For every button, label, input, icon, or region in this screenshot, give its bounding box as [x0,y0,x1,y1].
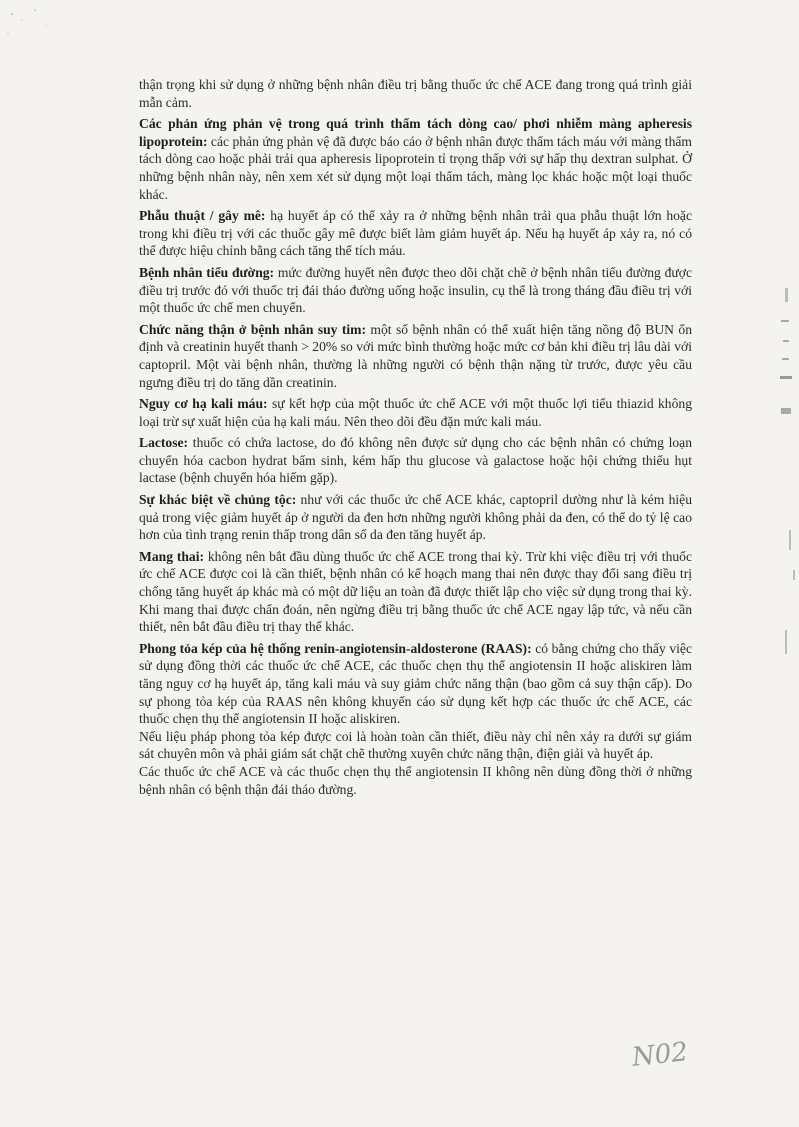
document-body [139,76,692,798]
paragraph-heading: Nguy cơ hạ kali máu: [139,396,268,412]
stamp-text: N02 [630,1037,690,1073]
paragraph-body: hạ huyết áp có thể xảy ra ở những bệnh nhân trải qua phẫu thuật lớn hoặc trong khi điều trị với các thuốc gây mê được biết làm giảm huyết áp. Nếu hạ huyết áp xảy ra, nó có thể được hiệu chỉnh bằng cách tăng thể tích máu. [139,208,692,259]
paragraph-body: mức đường huyết nên được theo dõi chặt chẽ ở bệnh nhân tiểu đường được điều trị trước đó với thuốc trị đái tháo đường uống hoặc insulin, cụ thể là trong tháng đầu điều trị với một thuốc ức chế men chuyển. [139,264,692,316]
paragraph-raas-nephropathy [139,763,692,798]
scan-specks [0,0,80,50]
paragraph-heading: Phẫu thuật / gây mê: [139,208,266,224]
paragraph-heading: Sự khác biệt về chủng tộc: [139,492,297,508]
paragraph-body: không nên bắt đầu dùng thuốc ức chế ACE trong thai kỳ. Trừ khi việc điều trị với thuốc ức chế ACE được coi là cần thiết, bệnh nhân có kế hoạch mang thai nên được thay đổi sang điều trị chống tăng huyết áp khác mà có một dữ liệu an toàn đã được thiết lập cho việc sử dụng trong thai kỳ. Khi mang thai được chẩn đoán, nên ngừng điều trị bằng thuốc ức chế ACE ngay lập tức, và nếu cần thiết, nên bắt đầu điều trị thay thế khác. [139,548,692,635]
paragraph-anaphylaxis [139,115,692,203]
paragraph-surgery [139,207,692,260]
paragraph-diabetes [139,264,692,317]
paragraph-raas-supervision [139,728,692,763]
paragraph-ethnic-differences [139,491,692,544]
paragraph-heading: Lactose: [139,435,189,451]
paragraph-raas-blockade [139,640,692,728]
paragraph-continuation [139,76,692,111]
handwritten-stamp [631,1037,690,1073]
paragraph-hypokalemia [139,395,692,430]
paragraph-heading: Bệnh nhân tiểu đường: [139,264,275,280]
paragraph-body: như với các thuốc ức chế ACE khác, captopril dường như là kém hiệu quả trong việc giảm huyết áp ở người da đen hơn những người không phải da đen, có thể do tỷ lệ cao hơn của tình trạng renin thấp trong dân số da đen tăng huyết áp. [139,492,692,543]
paragraph-pregnancy [139,548,692,636]
paragraph-body: Các thuốc ức chế ACE và các thuốc chẹn thụ thể angiotensin II không nên dùng đồng thời ở những bệnh nhân có bệnh thận đái tháo đường. [139,763,692,797]
paragraph-heading: Các phản ứng phản vệ trong quá trình thẩm tách dòng cao/ phơi nhiễm màng apheresis lipoprotein: [139,116,692,149]
paragraph-heading: Chức năng thận ở bệnh nhân suy tim: [139,321,367,337]
paragraph-renal-function [139,321,692,391]
scan-edge-artifacts [759,280,799,680]
paragraph-body: thuốc có chứa lactose, do đó không nên được sử dụng cho các bệnh nhân có chứng loạn chuyển hóa cacbon hydrat bẩm sinh, kém hấp thu glucose và galactose hoặc hội chứng thiếu hụt lactase (bệnh chuyển hóa hiếm gặp). [139,435,692,486]
paragraph-body: Nếu liệu pháp phong tỏa kép được coi là hoàn toàn cần thiết, điều này chỉ nên xảy ra dưới sự giám sát chuyên môn và phải giám sát chặt chẽ thường xuyên chức năng thận, điện giải và huyết áp. [139,728,692,762]
paragraph-heading: Phong tỏa kép của hệ thống renin-angiotensin-aldosterone (RAAS): [139,640,532,656]
paragraph-body: các phản ứng phản vệ đã được báo cáo ở bệnh nhân được thẩm tách máu với màng thẩm tách dòng cao hoặc phải trải qua apheresis lipoprotein tỉ trọng thấp với sự hấp thụ dextran sulphat. Ở những bệnh nhân này, nên xem xét sử dụng một loại thẩm tách, màng lọc khác hoặc một loại thuốc khác. [139,133,692,202]
paragraph-body: có bằng chứng cho thấy việc sử dụng đồng thời các thuốc ức chế ACE, các thuốc chẹn thụ thể angiotensin II hoặc aliskiren làm tăng nguy cơ hạ huyết áp, tăng kali máu và suy giảm chức năng thận (bao gồm cả suy thận cấp). Do sự phong tỏa kép của RAAS nên không khuyến cáo sử dụng kết hợp các thuốc ức chế ACE, các thuốc chẹn thụ thể angiotensin II hoặc aliskiren. [139,640,693,727]
paragraph-lactose [139,434,692,487]
paragraph-heading: Mang thai: [139,548,205,564]
paragraph-body: sự kết hợp của một thuốc ức chế ACE với một thuốc lợi tiểu thiazid không loại trừ sự xuất hiện của hạ kali máu. Nên theo dõi đều đặn mức kali máu. [139,396,692,429]
paragraph-body: thận trọng khi sử dụng ở những bệnh nhân điều trị bằng thuốc ức chế ACE đang trong quá trình giải mẫn cảm. [139,77,692,110]
paragraph-body: một số bệnh nhân có thể xuất hiện tăng nồng độ BUN ổn định và creatinin huyết thanh > 20% so với mức bình thường hoặc mức cơ bản khi điều trị lâu dài với captopril. Một vài bệnh nhân, thường là những người có bệnh thận nặng từ trước, được yêu cầu ngưng điều trị do tăng dần creatinin. [139,321,692,390]
